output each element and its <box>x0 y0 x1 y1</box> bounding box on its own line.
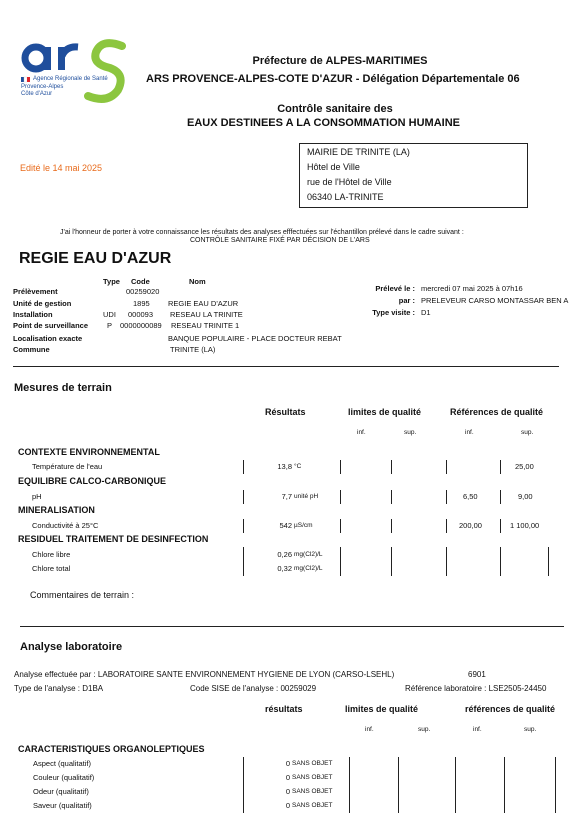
labo-row-value: 0 <box>285 759 290 768</box>
terrain-section-title: Mesures de terrain <box>14 382 112 394</box>
labo-type-analyse: Type de l'analyse : D1BA <box>14 684 104 693</box>
terrain-row-ref-sup: 25,00 <box>515 462 534 471</box>
terrain-comments: Commentaires de terrain : <box>30 590 135 600</box>
par-value: PRELEVEUR CARSO MONTASSAR BEN A <box>421 296 569 305</box>
labo-col-references: références de qualité <box>465 704 556 714</box>
labo-reference: Référence laboratoire : LSE2505-24450 <box>405 684 547 693</box>
address-line1: MAIRIE DE TRINITE (LA) <box>307 147 410 157</box>
labo-effectuee-par: Analyse effectuée par : LABORATOIRE SANTE ENVIRONNEMENT HYGIENE DE LYON (CARSO-LSEHL) <box>14 670 395 679</box>
col-mark <box>243 490 244 504</box>
col-mark <box>340 547 341 576</box>
labo-row-value: 0 <box>285 801 290 810</box>
address-line3: rue de l'Hôtel de Ville <box>307 177 392 187</box>
col-mark <box>391 460 392 474</box>
terrain-lim-inf: inf. <box>357 429 366 436</box>
labo-section-title: Analyse laboratoire <box>20 641 123 653</box>
col-mark <box>455 757 456 813</box>
col-mark <box>500 547 501 576</box>
col-mark <box>340 519 341 533</box>
col-mark <box>391 490 392 504</box>
preleve-le-value: mercredi 07 mai 2025 à 07h16 <box>421 284 523 293</box>
col-mark <box>500 460 501 474</box>
terrain-group-residuel: RESIDUEL TRAITEMENT DE DESINFECTION <box>18 534 209 544</box>
info-nom-point: RESEAU TRINITE 1 <box>171 321 240 330</box>
labo-row-label: Aspect (qualitatif) <box>33 759 91 768</box>
type-visite-value: D1 <box>421 308 431 317</box>
info-label-localisation: Localisation exacte <box>13 334 83 343</box>
labo-ref-sup: sup. <box>524 726 537 733</box>
info-nom-unite: REGIE EAU D'AZUR <box>168 299 239 308</box>
info-label-prelevement: Prélèvement <box>13 287 58 296</box>
info-code-point: 0000000089 <box>120 321 162 330</box>
info-label-point: Point de surveillance <box>13 321 89 330</box>
prefecture-title: Préfecture de ALPES-MARITIMES <box>252 55 428 67</box>
terrain-row-label: pH <box>32 492 42 501</box>
terrain-row-value: 7,7 <box>281 492 292 501</box>
terrain-row-unit: °C <box>294 463 302 470</box>
divider-labo <box>20 626 564 627</box>
info-label-unite: Unité de gestion <box>13 299 72 308</box>
ars-logo <box>18 38 133 108</box>
terrain-row-unit: mg(Cl2)/L <box>294 551 323 558</box>
terrain-row-label: Chlore libre <box>32 550 71 559</box>
terrain-row-label: Température de l'eau <box>32 462 103 471</box>
info-type-installation: UDI <box>103 310 116 319</box>
info-label-installation: Installation <box>13 310 53 319</box>
col-mark <box>548 547 549 576</box>
labo-row-label: Odeur (qualitatif) <box>33 787 89 796</box>
logo-line1: Agence Régionale de Santé <box>33 76 108 82</box>
labo-col-limites: limites de qualité <box>345 704 419 714</box>
col-mark <box>243 547 244 576</box>
divider-terrain <box>13 366 559 367</box>
terrain-col-references: Références de qualité <box>450 407 544 417</box>
terrain-row-unit: µS/cm <box>294 522 313 529</box>
labo-group-organoleptiques: CARACTERISTIQUES ORGANOLEPTIQUES <box>18 744 205 754</box>
labo-row-label: Saveur (qualitatif) <box>33 801 92 810</box>
labo-row-value: 0 <box>285 787 290 796</box>
intro-context: CONTRÔLE SANITAIRE FIXÉ PAR DÉCISION DE L'ARS <box>190 237 370 244</box>
col-mark <box>446 490 447 504</box>
col-mark <box>349 757 350 813</box>
terrain-row-ref-inf: 6,50 <box>463 492 478 501</box>
info-nom-commune: TRINITE (LA) <box>170 345 216 354</box>
terrain-lim-sup: sup. <box>404 429 417 436</box>
terrain-group-mineralisation: MINERALISATION <box>18 505 95 515</box>
terrain-row-label: Chlore total <box>32 564 71 573</box>
address-line4: 06340 LA-TRINITE <box>307 192 384 202</box>
terrain-col-limites: limites de qualité <box>348 407 422 417</box>
col-mark <box>555 757 556 813</box>
col-mark <box>243 519 244 533</box>
ars-delegation-title: ARS PROVENCE-ALPES-COTE D'AZUR - Délégation Départementale 06 <box>146 73 520 85</box>
address-line2: Hôtel de Ville <box>307 162 360 172</box>
terrain-row-value: 542 <box>279 521 292 530</box>
info-label-commune: Commune <box>13 345 50 354</box>
labo-lim-inf: inf. <box>365 726 374 733</box>
terrain-ref-sup: sup. <box>521 429 534 436</box>
control-title-line1: Contrôle sanitaire des <box>277 103 393 115</box>
col-mark <box>340 460 341 474</box>
type-visite-label: Type visite : <box>372 308 415 317</box>
col-mark <box>500 490 501 504</box>
labo-row-unit: SANS OBJET <box>292 760 333 767</box>
info-code-unite: 1895 <box>133 299 150 308</box>
labo-code: 6901 <box>468 670 486 679</box>
labo-row-unit: SANS OBJET <box>292 802 333 809</box>
col-mark <box>446 519 447 533</box>
labo-row-unit: SANS OBJET <box>292 788 333 795</box>
info-nom-installation: RESEAU LA TRINITE <box>170 310 243 319</box>
labo-col-resultats: résultats <box>265 704 303 714</box>
ars-logo-graphic <box>18 38 133 108</box>
terrain-row-ref-inf: 200,00 <box>459 521 482 530</box>
info-code-installation: 000093 <box>128 310 154 319</box>
terrain-row-unit: unité pH <box>294 493 319 500</box>
col-mark <box>504 757 505 813</box>
preleve-le-label: Prélevé le : <box>375 284 415 293</box>
info-type-point: P <box>107 321 113 330</box>
control-title-line2: EAUX DESTINEES A LA CONSOMMATION HUMAINE <box>187 117 460 129</box>
terrain-group-equilibre: EQUILIBRE CALCO-CARBONIQUE <box>18 476 166 486</box>
terrain-row-label: Conductivité à 25°C <box>32 521 99 530</box>
regie-title: REGIE EAU D'AZUR <box>19 250 172 267</box>
labo-ref-inf: inf. <box>473 726 482 733</box>
col-mark <box>243 460 244 474</box>
terrain-group-contexte: CONTEXTE ENVIRONNEMENTAL <box>18 447 160 457</box>
info-col-type: Type <box>103 277 120 286</box>
terrain-col-resultats: Résultats <box>265 407 306 417</box>
col-mark <box>446 547 447 576</box>
labo-row-label: Couleur (qualitatif) <box>33 773 95 782</box>
terrain-row-ref-sup: 9,00 <box>518 492 533 501</box>
terrain-row-unit: mg(Cl2)/L <box>294 565 323 572</box>
col-mark <box>446 460 447 474</box>
info-nom-localisation: BANQUE POPULAIRE - PLACE DOCTEUR REBAT <box>168 334 342 343</box>
terrain-ref-inf: inf. <box>465 429 474 436</box>
col-mark <box>391 547 392 576</box>
info-code-prelevement: 00259020 <box>126 287 160 296</box>
terrain-row-ref-sup: 1 100,00 <box>510 521 540 530</box>
edit-date: Edité le 14 mai 2025 <box>20 163 103 173</box>
terrain-row-value: 0,32 <box>277 564 292 573</box>
labo-lim-sup: sup. <box>418 726 431 733</box>
col-mark <box>500 519 501 533</box>
col-mark <box>340 490 341 504</box>
labo-code-sise: Code SISE de l'analyse : 00259029 <box>190 684 317 693</box>
labo-row-value: 0 <box>285 773 290 782</box>
par-label: par : <box>398 296 415 305</box>
logo-line3: Côte d'Azur <box>21 91 53 97</box>
col-mark <box>391 519 392 533</box>
col-mark <box>398 757 399 813</box>
info-col-nom: Nom <box>189 277 206 286</box>
terrain-row-value: 13,8 <box>277 462 292 471</box>
info-col-code: Code <box>131 277 150 286</box>
labo-row-unit: SANS OBJET <box>292 774 333 781</box>
col-mark <box>243 757 244 813</box>
logo-line2: Provence-Alpes <box>21 84 64 90</box>
intro-text: J'ai l'honneur de porter à votre connaissance les résultats des analyses efffectuées sur l'échantillon prélevé dans le cadre suivant : <box>60 229 464 236</box>
terrain-row-value: 0,26 <box>277 550 292 559</box>
